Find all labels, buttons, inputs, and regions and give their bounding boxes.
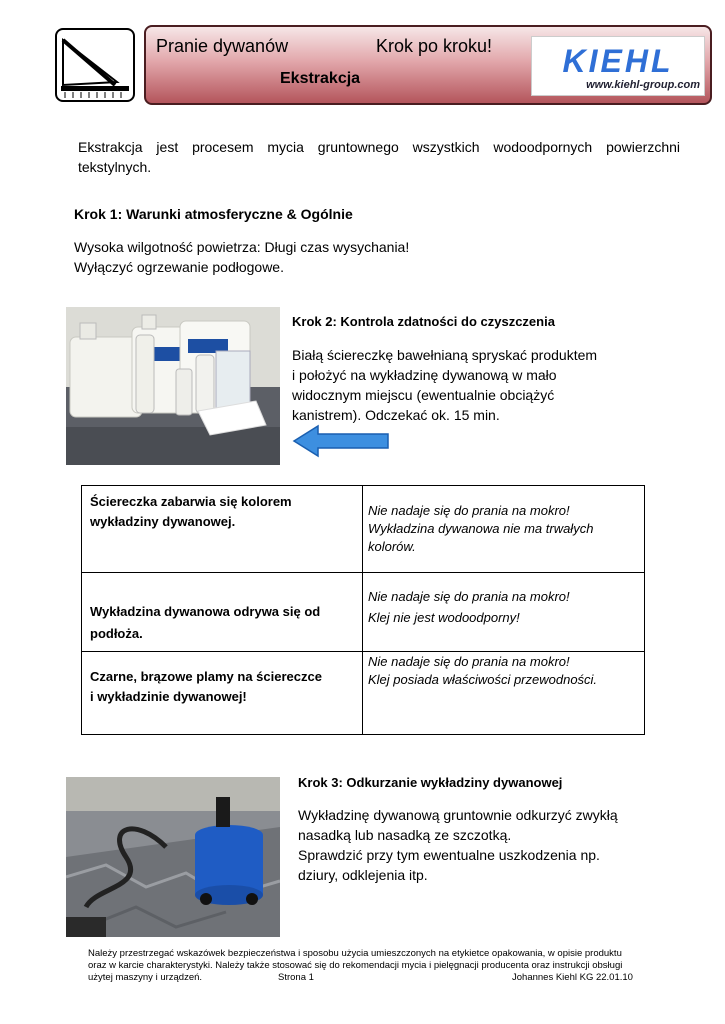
- brand-logo: [531, 36, 705, 96]
- table-divider: [82, 651, 644, 652]
- step1-line: Wysoka wilgotność powietrza: Długi czas wysychania!: [74, 239, 410, 255]
- table-divider: [362, 486, 363, 734]
- table-row-condition: Ściereczka zabarwia się kolorem wykładziny dywanowej.: [90, 494, 292, 529]
- table-row-result: Nie nadaje się do prania na mokro! Klej posiada właściwości przewodności.: [368, 654, 598, 687]
- document-subtitle: Ekstrakcja: [280, 70, 361, 87]
- step3-line: Sprawdzić przy tym ewentualne uszkodzenia np.: [298, 847, 600, 863]
- step1-heading: Krok 1: Warunki atmosferyczne & Ogólnie: [74, 206, 353, 222]
- step2-line: i położyć na wykładzinę dywanową w mało: [292, 367, 557, 383]
- step3-line: Wykładzinę dywanową gruntownie odkurzyć zwykłą: [298, 807, 618, 823]
- footer-disclaimer: Należy przestrzegać wskazówek bezpieczeństwa i sposobu użycia umieszczonych na etykietce opakowania, w opisie produktu oraz w karcie charakterystyki. Należy także stosować się do rekomendacji mycia i pielęgnacji producenta oraz instrukcji obsługi użytej maszyny i urządzeń.: [88, 948, 623, 983]
- table-row-result: Nie nadaje się do prania na mokro! Wykładzina dywanowa nie ma trwałych kolorów.: [368, 503, 594, 554]
- footer-author: Johannes Kiehl KG 22.01.10: [512, 972, 633, 983]
- step3-body: [298, 805, 628, 885]
- step1-line: Wyłączyć ogrzewanie podłogowe.: [74, 259, 284, 275]
- intro-paragraph: Ekstrakcja jest procesem mycia gruntownego wszystkich wodoodpornych powierzchni tekstylnych.: [78, 139, 680, 175]
- table-divider: [82, 572, 644, 573]
- step2-line: kanistrem). Odczekać ok. 15 min.: [292, 407, 500, 423]
- test-results-table: [81, 485, 645, 735]
- document-title: Pranie dywanów: [156, 36, 289, 56]
- brand-logo-text: KIEHL: [562, 43, 674, 79]
- products-photo: [66, 307, 280, 465]
- page-number: Strona 1: [278, 972, 314, 983]
- table-row-result: Nie nadaje się do prania na mokro! Klej nie jest wodoodporny!: [368, 589, 570, 625]
- brand-url: www.kiehl-group.com: [586, 79, 700, 91]
- carpet-cleaning-icon: [57, 30, 133, 100]
- carpet-cleaning-logo: [55, 28, 135, 102]
- step3-line: nasadką lub nasadką ze szczotką.: [298, 827, 512, 843]
- table-row-condition: Czarne, brązowe plamy na ściereczce i wykładzinie dywanowej!: [90, 669, 322, 704]
- step3-heading: Krok 3: Odkurzanie wykładziny dywanowej: [298, 775, 563, 790]
- table-row-condition: Wykładzina dywanowa odrywa się od podłoża.: [90, 604, 321, 641]
- step2-heading: Krok 2: Kontrola zdatności do czyszczenia: [292, 314, 555, 329]
- step2-line: widocznym miejscu (ewentualnie obciążyć: [292, 387, 555, 403]
- vacuum-cleaner-photo: [66, 777, 280, 937]
- document-tagline: Krok po kroku!: [376, 36, 493, 56]
- arrow-left-icon: [292, 424, 392, 458]
- step2-body: [292, 345, 608, 425]
- step3-line: dziury, odklejenia itp.: [298, 867, 428, 883]
- step2-line: Białą ściereczkę bawełnianą spryskać produktem: [292, 347, 598, 363]
